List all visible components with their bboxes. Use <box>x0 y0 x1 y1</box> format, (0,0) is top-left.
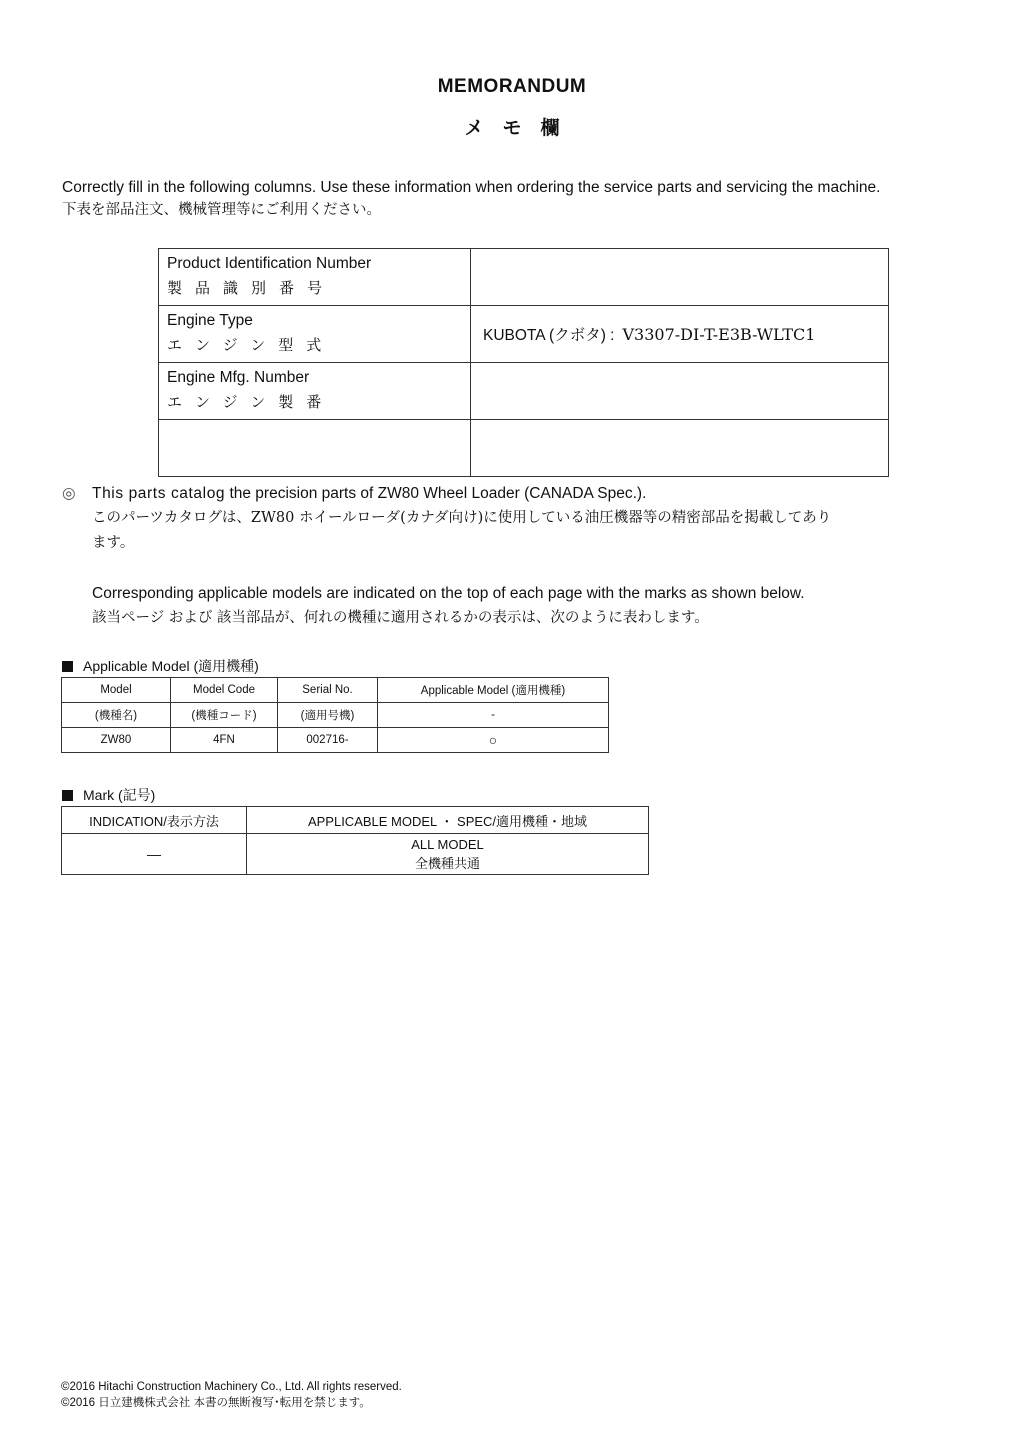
engine-type-code: V3307-DI-T-E3B-WLTC1 <box>622 325 816 344</box>
copyright-jp: ©2016 日立建機株式会社 本書の無断複写･転用を禁じます。 <box>61 1397 371 1409</box>
catalog-note <box>62 481 962 631</box>
table-row <box>159 306 889 363</box>
intro-en: Correctly fill in the following columns. Use these information when ordering the service parts and servicing the machine. <box>62 179 881 196</box>
table-row <box>159 363 889 420</box>
column-header: (適用号機) <box>278 703 378 728</box>
double-circle-icon: ◎ <box>62 485 76 502</box>
label-cell <box>159 363 471 420</box>
value-cell[interactable] <box>471 420 889 477</box>
column-header: Applicable Model (適用機種) <box>378 678 609 703</box>
applicable-model-table <box>61 677 609 753</box>
square-bullet-icon <box>62 661 73 672</box>
column-header: - <box>378 703 609 728</box>
label-en: Product Identification Number <box>167 255 372 272</box>
intro-text <box>62 177 880 221</box>
square-bullet-icon <box>62 790 73 801</box>
column-header: APPLICABLE MODEL ・ SPEC/適用機種・地域 <box>247 807 649 834</box>
value-cell[interactable] <box>471 249 889 306</box>
table-cell: ○ <box>378 728 609 753</box>
applicable-model-heading <box>62 656 259 676</box>
column-header: (機種コード) <box>171 703 278 728</box>
table-row <box>159 420 889 477</box>
column-header: Model Code <box>171 678 278 703</box>
table-cell: — <box>62 834 247 875</box>
table-header-row <box>62 678 609 703</box>
column-header: (機種名) <box>62 703 171 728</box>
page-subtitle: メ モ 欄 <box>464 117 560 139</box>
mark-table <box>61 806 649 875</box>
table-header-row <box>62 807 649 834</box>
value-cell[interactable] <box>471 306 889 363</box>
label-cell <box>159 249 471 306</box>
intro-jp: 下表を部品注文、機械管理等にご利用ください。 <box>62 202 381 218</box>
applicable-en: ALL MODEL <box>411 837 484 852</box>
note-line: このパーツカタログは、ZW80 ホイールローダ(カナダ向け)に使用している油圧機器等の精密部品を掲載してあり <box>92 510 832 526</box>
label-jp: エンジン型式 <box>167 336 335 354</box>
table-row <box>159 249 889 306</box>
label-cell <box>159 306 471 363</box>
mark-heading <box>62 785 155 805</box>
applicable-jp: 全機種共通 <box>414 856 480 871</box>
column-header: Model <box>62 678 171 703</box>
column-header: INDICATION/表示方法 <box>62 807 247 834</box>
section-heading: Mark (記号) <box>83 787 156 803</box>
table-cell <box>247 834 649 875</box>
note-line <box>62 481 962 506</box>
note-line: ます。 <box>92 535 135 551</box>
footer <box>61 1379 402 1411</box>
label-en: Engine Mfg. Number <box>167 369 310 386</box>
table-row <box>62 834 649 875</box>
table-cell: 4FN <box>171 728 278 753</box>
page-title: MEMORANDUM <box>437 76 587 97</box>
copyright-en: ©2016 Hitachi Construction Machinery Co., Ltd. All rights reserved. <box>61 1381 402 1393</box>
table-cell: ZW80 <box>62 728 171 753</box>
table-cell: 002716- <box>278 728 378 753</box>
label-jp: 製品識別番号 <box>167 279 336 297</box>
table-row <box>62 728 609 753</box>
identification-table <box>158 248 889 477</box>
note-line: 該当ページ および 該当部品が、何れの機種に適用されるかの表示は、次のように表わします。 <box>92 610 709 626</box>
table-header-row <box>62 703 609 728</box>
label-cell[interactable] <box>159 420 471 477</box>
label-jp: エンジン製番 <box>167 393 335 411</box>
column-header: Serial No. <box>278 678 378 703</box>
section-heading: Applicable Model (適用機種) <box>83 658 259 674</box>
note-text: the precision parts of ZW80 Wheel Loader (CANADA Spec.). <box>225 485 647 502</box>
label-en: Engine Type <box>167 312 253 329</box>
note-line: Corresponding applicable models are indicated on the top of each page with the marks as shown below. <box>92 585 805 602</box>
note-text: This parts catalog <box>92 485 226 502</box>
value-cell[interactable] <box>471 363 889 420</box>
engine-maker: KUBOTA (クボタ) : <box>483 327 615 344</box>
